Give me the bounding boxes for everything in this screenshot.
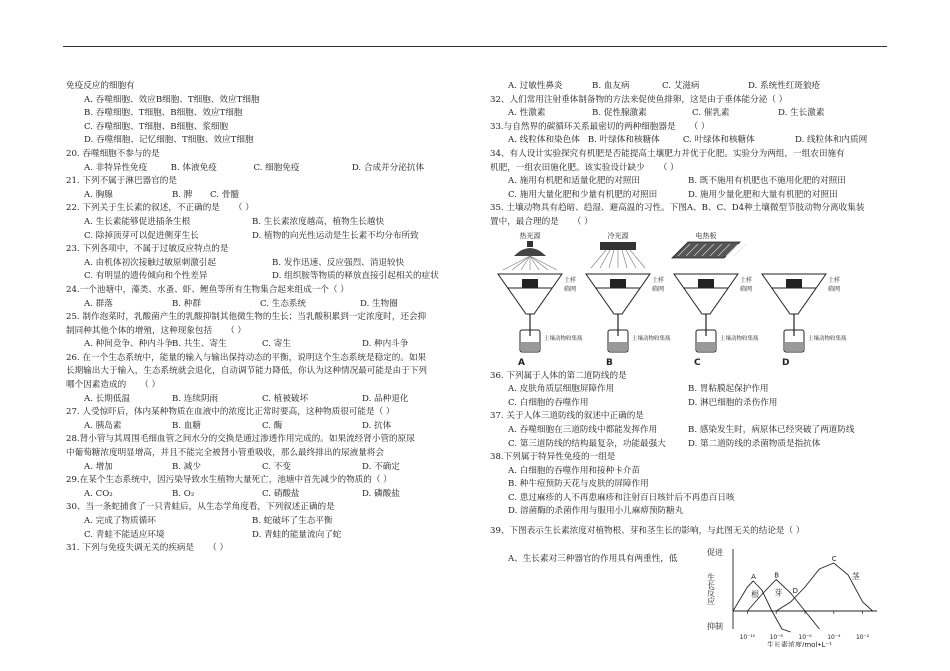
question-text [66,148,470,162]
answer-option: A. 吞噬细胞在三道防线中都能发挥作用 [508,424,658,435]
answer-options-row [66,338,470,352]
question-line: 23. 下列各项中，不属于过敏反应特点的是 [66,244,229,255]
answer-option: C. 除掉顶芽可以促进侧芽生长 [84,230,199,241]
y-label-inhibit: 抑制 [707,621,723,631]
question-text [66,474,470,488]
question-line: D. 溶菌酶的杀菌作用与服用小儿麻痹预防糖丸 [508,506,684,517]
answer-option: C. 酶 [262,420,283,431]
answer-blank: （ ） [226,325,247,336]
answer-option: A. 非特异性免疫 [84,162,148,173]
question-text [66,542,470,556]
x-tick-label: 10⁻⁴ [827,633,841,641]
question-line: 39、下图表示生长素浓度对植物根、芽和茎生长的影响，与此图无关的结论是（ ） [490,526,805,537]
question-line: B. 种牛痘预防天花与皮肤的屏障作用 [508,479,649,490]
answer-options-row [66,189,470,203]
device-letter: C [694,357,701,368]
answer-options-row [66,270,470,284]
answer-option: B. O₂ [172,488,195,499]
answer-option: A、生长素对三种器官的作用具有两重性，低 [508,553,678,564]
answer-option: C. 细胞免疫 [253,162,300,173]
question-text [490,148,890,162]
answer-options-row [66,257,470,271]
answer-blank: （ ） [572,216,593,227]
question-line: 37. 关于人体三道防线的叙述中正确的是 [490,411,644,422]
answer-options-row [490,438,890,452]
question-text [490,162,890,176]
mesh-label: 筛网 [652,285,665,293]
answer-blank: （ ） [140,380,161,391]
bottle-liquid [609,342,627,351]
bottle-liquid [697,342,715,351]
question-line: 26. 在一个生态系统中，能量的输入与输出保持动态的平衡，说明这个生态系统是稳定的。如果 [66,352,427,363]
light-ray [530,256,557,270]
soil-sample-icon [522,279,538,288]
answer-option: A. 过敏性鼻炎 [508,81,563,91]
soil-label: 土样 [828,276,841,284]
x-tick-label: 10⁻¹⁰ [739,633,756,641]
question-line: 36. 下列属于人体的第二道防线的是 [490,370,627,381]
peak-label: A [751,572,756,581]
answer-option [490,465,890,479]
series-label: 芽 [774,588,783,598]
answer-option: D. 淋巴细胞的杀伤作用 [688,397,778,408]
answer-option: D. 生长激素 [778,108,825,119]
answer-blank: （ ） [233,203,254,214]
answer-option: C. 第三道防线的结构最复杂，功能最强大 [508,438,666,449]
answer-option: C. 硝酸盐 [262,488,300,499]
answer-option: A. 胸腺 [84,189,113,200]
question-text [66,284,470,298]
mesh-label: 筛网 [828,285,841,293]
soil-sample-icon [698,279,714,288]
device-letter: D [782,357,790,368]
question-line: 34、有人设计实验探究有机肥是否能提高土壤肥力并优于化肥。实验分为两组，一组农田施有 [490,148,845,159]
answer-option: B. 叶绿体和核糖体 [587,135,660,146]
soil-sample-icon [610,279,626,288]
answer-blank: （ ） [208,543,229,554]
peak-label: C [831,554,837,563]
heater-label: 电热板 [695,231,717,240]
peak-label: B [774,571,780,580]
answer-options-row [490,424,890,438]
x-axis-label: 生长素浓度/mol•L⁻¹ [767,640,832,647]
answer-option: B. 感染发生时，病原体已经突破了两道防线 [688,424,855,435]
answer-option: D. 抗体 [362,420,392,431]
question-text [490,410,890,424]
question-line: 免疫反应的细胞有 [66,81,135,91]
answer-options-row [66,488,470,502]
answer-options-row [490,397,890,411]
bottle-label: 土壤动物收集瓶 [632,335,671,342]
question-line: 31. 下列与免疫失调无关的疾病是 [66,543,195,554]
question-text [490,121,890,135]
answer-options-row [490,107,890,121]
answer-option: D. 不确定 [362,461,400,472]
curve-芽 [747,579,819,629]
answer-option [66,134,470,148]
soil-animal-devices-figure [490,230,890,370]
answer-option: A. 完成了物质循环 [84,516,156,526]
soil-label: 土样 [740,276,753,284]
light-ray [591,250,606,268]
light-ray [630,250,645,268]
answer-option: C. 催乳素 [692,108,730,119]
answer-option: B. 共生、寄生 [172,339,227,350]
answer-option: C. 植被破坏 [262,393,309,404]
question-text [66,501,470,515]
answer-option: A. 线粒体和染色体 [508,135,580,146]
answer-option [490,505,890,519]
answer-option: A. 皮肤角质层细胞屏障作用 [508,384,615,395]
answer-options-row [66,298,470,312]
question-line: C. 吞噬细胞、T细胞、B细胞、浆细胞 [84,121,229,132]
answer-option: B. 种群 [172,298,201,309]
answer-option: B. 既不施用有机肥也不施用化肥的对照田 [688,176,846,187]
left-column [66,80,470,556]
answer-option: D. 品种退化 [362,393,409,404]
auxin-graph-svg [697,543,887,647]
question-text [66,433,470,447]
answer-option: C. 生态系统 [260,298,307,309]
answer-option: A. 由机体初次接触过敏原刺激引起 [84,257,216,268]
question-line: B. 吞噬细胞、T细胞、B细胞、效应T细胞 [84,108,243,119]
answer-option: B. 胃粘膜起保护作用 [688,384,769,395]
light-ray [530,256,548,270]
answer-options-row [66,420,470,434]
question-line: 32、人们常用注射垂体制备物的方法来促使鱼排卵，这是由于垂体能分泌（ ） [490,94,788,105]
answer-option: C. 施用大量化肥和少量有机肥的对照田 [508,189,658,200]
question-line: 长期输出大于输入，生态系统就会退化，自动调节能力降低，你认为这种情况最可能是由于下列 [66,366,427,377]
question-text [66,379,470,393]
question-text [66,311,470,325]
funnel-device-A [498,231,583,368]
answer-options-row [490,189,890,203]
answer-option [66,121,470,135]
answer-option: D. 施用少量化肥和大量有机肥的对照田 [688,189,838,200]
lamp-icon [527,241,533,247]
question-line: 30、当一条蛇捕食了一只青蛙后，从生态学角度看，下列叙述正确的是 [66,502,335,513]
question-text [66,80,470,94]
bottle-liquid [785,342,803,351]
question-text [66,352,470,366]
question-text [490,216,890,230]
bottle-label: 土壤动物收集瓶 [544,335,583,342]
x-tick-label: 10⁻⁸ [769,633,783,641]
question-line: C. 患过麻疹的人不再患麻疹和注射百日咳针后不再患百日咳 [508,492,735,503]
heater-label: 冷光源 [607,231,629,240]
point-label: D [792,586,798,595]
question-text [66,406,470,420]
answer-option: C. 有明显的遗传倾向和个性差异 [84,271,208,282]
answer-option: B. 发作迅速、反应强烈、消退较快 [272,257,405,268]
question-line: 哪个因素造成的 [66,380,127,391]
question-line: 中葡萄糖浓度明显增高，并且不能完全被肾小管重吸收，那么最终排出的尿液量将会 [66,448,384,459]
question-text [66,175,470,189]
question-line: D. 吞噬细胞、记忆细胞、T细胞、效应T细胞 [84,135,254,146]
question-text [490,94,890,108]
light-ray [626,250,636,268]
soil-label: 土样 [652,276,665,284]
question-line: 28.肾小管与其周围毛细血管之间水分的交换是通过渗透作用完成的。如果流经肾小管的原尿 [66,434,415,445]
answer-option: A. 种间竞争、种内斗争 [84,339,174,350]
cold-light-icon [600,242,636,250]
answer-option: A. 性激素 [508,108,546,119]
answer-option: D. 组织胺等物质的释放直接引起相关的症状 [272,271,439,282]
question-line: A. 白细胞的吞噬作用和接种卡介苗 [508,465,640,476]
question-line: 机肥，一组农田施化肥。该实验设计缺少 [490,162,645,173]
answer-option: B. 血友病 [592,81,630,91]
lamp-shade-icon [514,248,546,256]
answer-option: D. 线粒体和内质网 [794,135,868,146]
funnel-devices-illustration [490,230,890,370]
answer-options-row [66,393,470,407]
answer-option: D. 植物的向光性运动是生长素不均分布所致 [252,230,419,241]
answer-option: D. 合成并分泌抗体 [351,162,425,173]
answer-option: A. 胰岛素 [84,420,122,431]
answer-option: C. 白细胞的吞噬作用 [508,397,589,408]
question-line: 21. 下列不属于淋巴器官的是 [66,176,177,187]
header-rule [63,46,887,47]
answer-option: B. 体液免疫 [170,162,217,173]
answer-option: A. 施用有机肥和适量化肥的对照田 [508,176,640,187]
x-tick-label: 10⁻⁶ [798,633,812,641]
soil-sample-icon [786,279,802,288]
question-line: 制同种其他个体的增殖，这种现象包括 [66,325,213,336]
answer-option: B. 脾 [172,189,193,200]
answer-option: B. 蛇破坏了生态平衡 [252,516,333,526]
answer-option: C. 不变 [262,461,291,472]
answer-options-row [490,383,890,397]
answer-options-row [66,162,470,176]
answer-option [66,107,470,121]
question-line: 33.与自然界的碳循环关系最密切的两种细胞器是 [490,121,676,132]
answer-option: D. 第二道防线的杀菌物质是指抗体 [688,438,821,449]
answer-options-row [66,529,470,543]
question-text [66,365,470,379]
soil-label: 土样 [564,276,577,284]
curve-茎 [776,563,873,611]
light-ray [600,250,610,268]
x-tick-label: 10⁻² [855,633,870,641]
answer-option: A. 群落 [84,298,113,309]
bottle-label: 土壤动物收集瓶 [808,335,847,342]
answer-option: A. 长期低温 [84,393,131,404]
answer-options-row [490,134,890,148]
answer-options-row [66,515,470,529]
question-text [490,525,890,539]
answer-option: B. 血糖 [172,420,201,431]
answer-blank: （ ） [658,162,679,173]
funnel-device-C [672,231,759,368]
answer-options-row [66,230,470,244]
q39-option-and-graph [490,549,890,649]
question-text [66,243,470,257]
answer-option: B. 连续阴雨 [172,393,219,404]
light-ray [503,256,530,270]
question-text [490,370,890,384]
question-line: 29.在某个生态系统中，因污染导致水生植物大量死亡，池塘中首先减少的物质的（ ） [66,475,392,486]
answer-options-row [490,80,890,94]
answer-option: B. 减少 [172,461,201,472]
answer-option [66,94,470,108]
answer-option: C. 叶绿体和核糖体 [682,135,755,146]
question-line: 24.一个池塘中，藻类、水蚤、虾、鲤鱼等所有生物集合起来组成一个（ ） [66,284,349,295]
question-line: 27. 人受惊吓后，体内某种物质在血液中的浓度比正常时要高，这种物质很可能是（ ） [66,407,395,418]
question-text [66,325,470,339]
auxin-growth-graph [697,543,887,653]
question-line: 35. 土壤动物具有趋暗、趋湿、避高温的习性。下图A、B、C、D4种土壤微型节肢动物分离收集装 [490,203,865,214]
funnel-device-B [586,231,671,368]
answer-option: A. 增加 [84,461,113,472]
mesh-label: 筛网 [564,285,577,293]
question-line: 置中，最合理的是 [490,216,559,227]
series-label: 根 [751,589,760,599]
mesh-label: 筛网 [740,285,753,293]
y-label-promote: 促进 [707,547,723,557]
heater-label: 热光源 [519,231,541,240]
answer-option: C. 骨髓 [210,189,239,200]
answer-options-row [66,461,470,475]
answer-option: B. 促性腺激素 [592,108,647,119]
answer-blank: （ ） [689,121,710,132]
light-ray [622,250,627,268]
light-ray [609,250,614,268]
device-letter: B [606,357,613,368]
answer-options-row [490,175,890,189]
y-label-response: 生长反应 [706,572,716,605]
funnel-device-D [762,274,847,368]
answer-option: A. CO₂ [84,488,113,499]
bottle-label: 土壤动物收集瓶 [720,335,759,342]
question-line: A. 吞噬细胞、效应B细胞、T细胞、效应T细胞 [84,94,260,105]
question-text [66,202,470,216]
question-line: 20. 吞噬细胞不参与的是 [66,148,160,159]
bottle-liquid [521,342,539,351]
answer-option: D. 种内斗争 [362,339,409,350]
question-line: 25. 制作泡菜时，乳酸菌产生的乳酸抑制其他微生物的生长；当乳酸积累到一定浓度时，还会抑 [66,312,427,323]
light-ray [512,256,530,270]
answer-option: C. 青蛙不能适应环境 [84,529,165,540]
answer-option: C. 寄生 [262,339,291,350]
answer-option [490,492,890,506]
question-text [490,202,890,216]
answer-options-row [66,216,470,230]
question-line: 22. 下列关于生长素的叙述，不正确的是 [66,203,220,214]
answer-option: D. 生物圈 [360,298,398,309]
answer-option: C. 艾滋病 [662,81,700,91]
answer-option: D. 系统性红斑狼疮 [748,81,821,91]
answer-option [490,478,890,492]
question-line: 38.下列属于特异性免疫的一组是 [490,452,616,463]
question-text [66,447,470,461]
series-label: 茎 [851,571,860,581]
answer-option: D. 青蛙的能量流向了蛇 [252,529,342,540]
device-letter: A [518,357,525,368]
question-text [490,451,890,465]
answer-option: A. 生长素能够促进插条生根 [84,216,191,227]
right-column [490,80,890,649]
answer-option: B. 生长素浓度越高，植物生长越快 [252,216,385,227]
answer-option: D. 磷酸盐 [362,488,400,499]
